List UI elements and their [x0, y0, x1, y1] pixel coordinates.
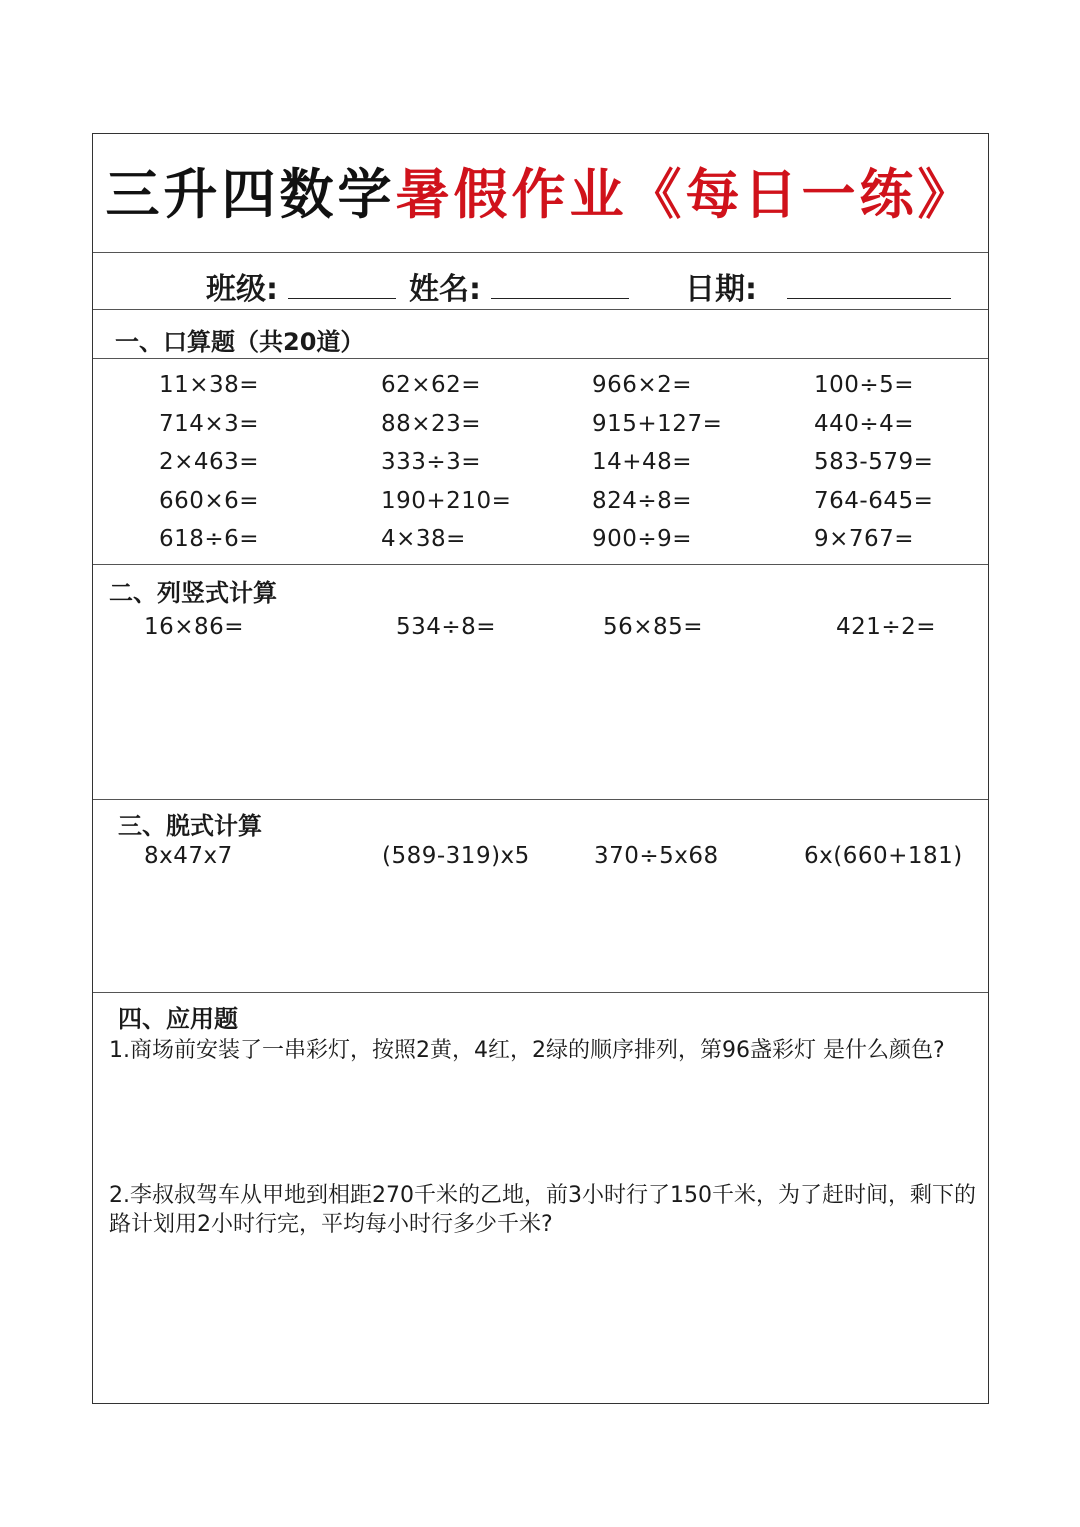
problem: 8x47x7 — [144, 843, 233, 869]
name-label: 姓名: — [409, 272, 481, 307]
problem: 714×3= — [159, 411, 260, 437]
problem: 583-579= — [814, 449, 934, 475]
problem: 2×463= — [159, 449, 260, 475]
problem: 4×38= — [381, 526, 466, 552]
problem: 9×767= — [814, 526, 915, 552]
info-row — [93, 264, 988, 308]
class-label: 班级: — [206, 272, 278, 307]
problem: 618÷6= — [159, 526, 260, 552]
title-red-part: 暑假作业《每日一练》 — [395, 163, 976, 226]
problem: 440÷4= — [814, 411, 915, 437]
word-problem-2: 2.李叔叔驾车从甲地到相距270千米的乙地，前3小时行了150千米，为了赶时间，剩下的路计划用2小时行完，平均每小时行多少千米? — [109, 1183, 976, 1237]
problem: 190+210= — [381, 488, 512, 514]
problem: 660×6= — [159, 488, 260, 514]
page-title — [93, 152, 988, 229]
divider — [93, 358, 988, 359]
problem: 62×62= — [381, 372, 482, 398]
worksheet — [92, 133, 989, 1404]
problem: 534÷8= — [396, 614, 497, 640]
date-blank[interactable] — [787, 298, 951, 299]
problem: 14+48= — [592, 449, 693, 475]
problem: 11×38= — [159, 372, 260, 398]
problem: 100÷5= — [814, 372, 915, 398]
divider — [93, 252, 988, 253]
class-blank[interactable] — [288, 298, 396, 299]
date-label: 日期: — [685, 272, 757, 307]
problem: 333÷3= — [381, 449, 482, 475]
divider — [93, 799, 988, 800]
divider — [93, 309, 988, 310]
divider — [93, 992, 988, 993]
problem: 764-645= — [814, 488, 934, 514]
problem: 966×2= — [592, 372, 693, 398]
problem: (589-319)x5 — [382, 843, 530, 869]
problem: 6x(660+181) — [804, 843, 963, 869]
problem: 900÷9= — [592, 526, 693, 552]
section2-title: 二、列竖式计算 — [109, 579, 277, 607]
section1-title: 一、口算题（共20道） — [115, 328, 365, 356]
problem: 915+127= — [592, 411, 723, 437]
word-problem-1: 1.商场前安装了一串彩灯，按照2黄，4红，2绿的顺序排列，第96盏彩灯 是什么颜色? — [109, 1038, 945, 1063]
divider — [93, 564, 988, 565]
problem: 16×86= — [144, 614, 245, 640]
problem: 421÷2= — [836, 614, 937, 640]
name-blank[interactable] — [491, 298, 629, 299]
problem: 370÷5x68 — [594, 843, 719, 869]
problem: 824÷8= — [592, 488, 693, 514]
title-black-part: 三升四数学 — [105, 163, 396, 226]
problem: 56×85= — [603, 614, 704, 640]
section4-title: 四、应用题 — [118, 1005, 238, 1033]
section3-title: 三、脱式计算 — [118, 812, 262, 840]
problem: 88×23= — [381, 411, 482, 437]
